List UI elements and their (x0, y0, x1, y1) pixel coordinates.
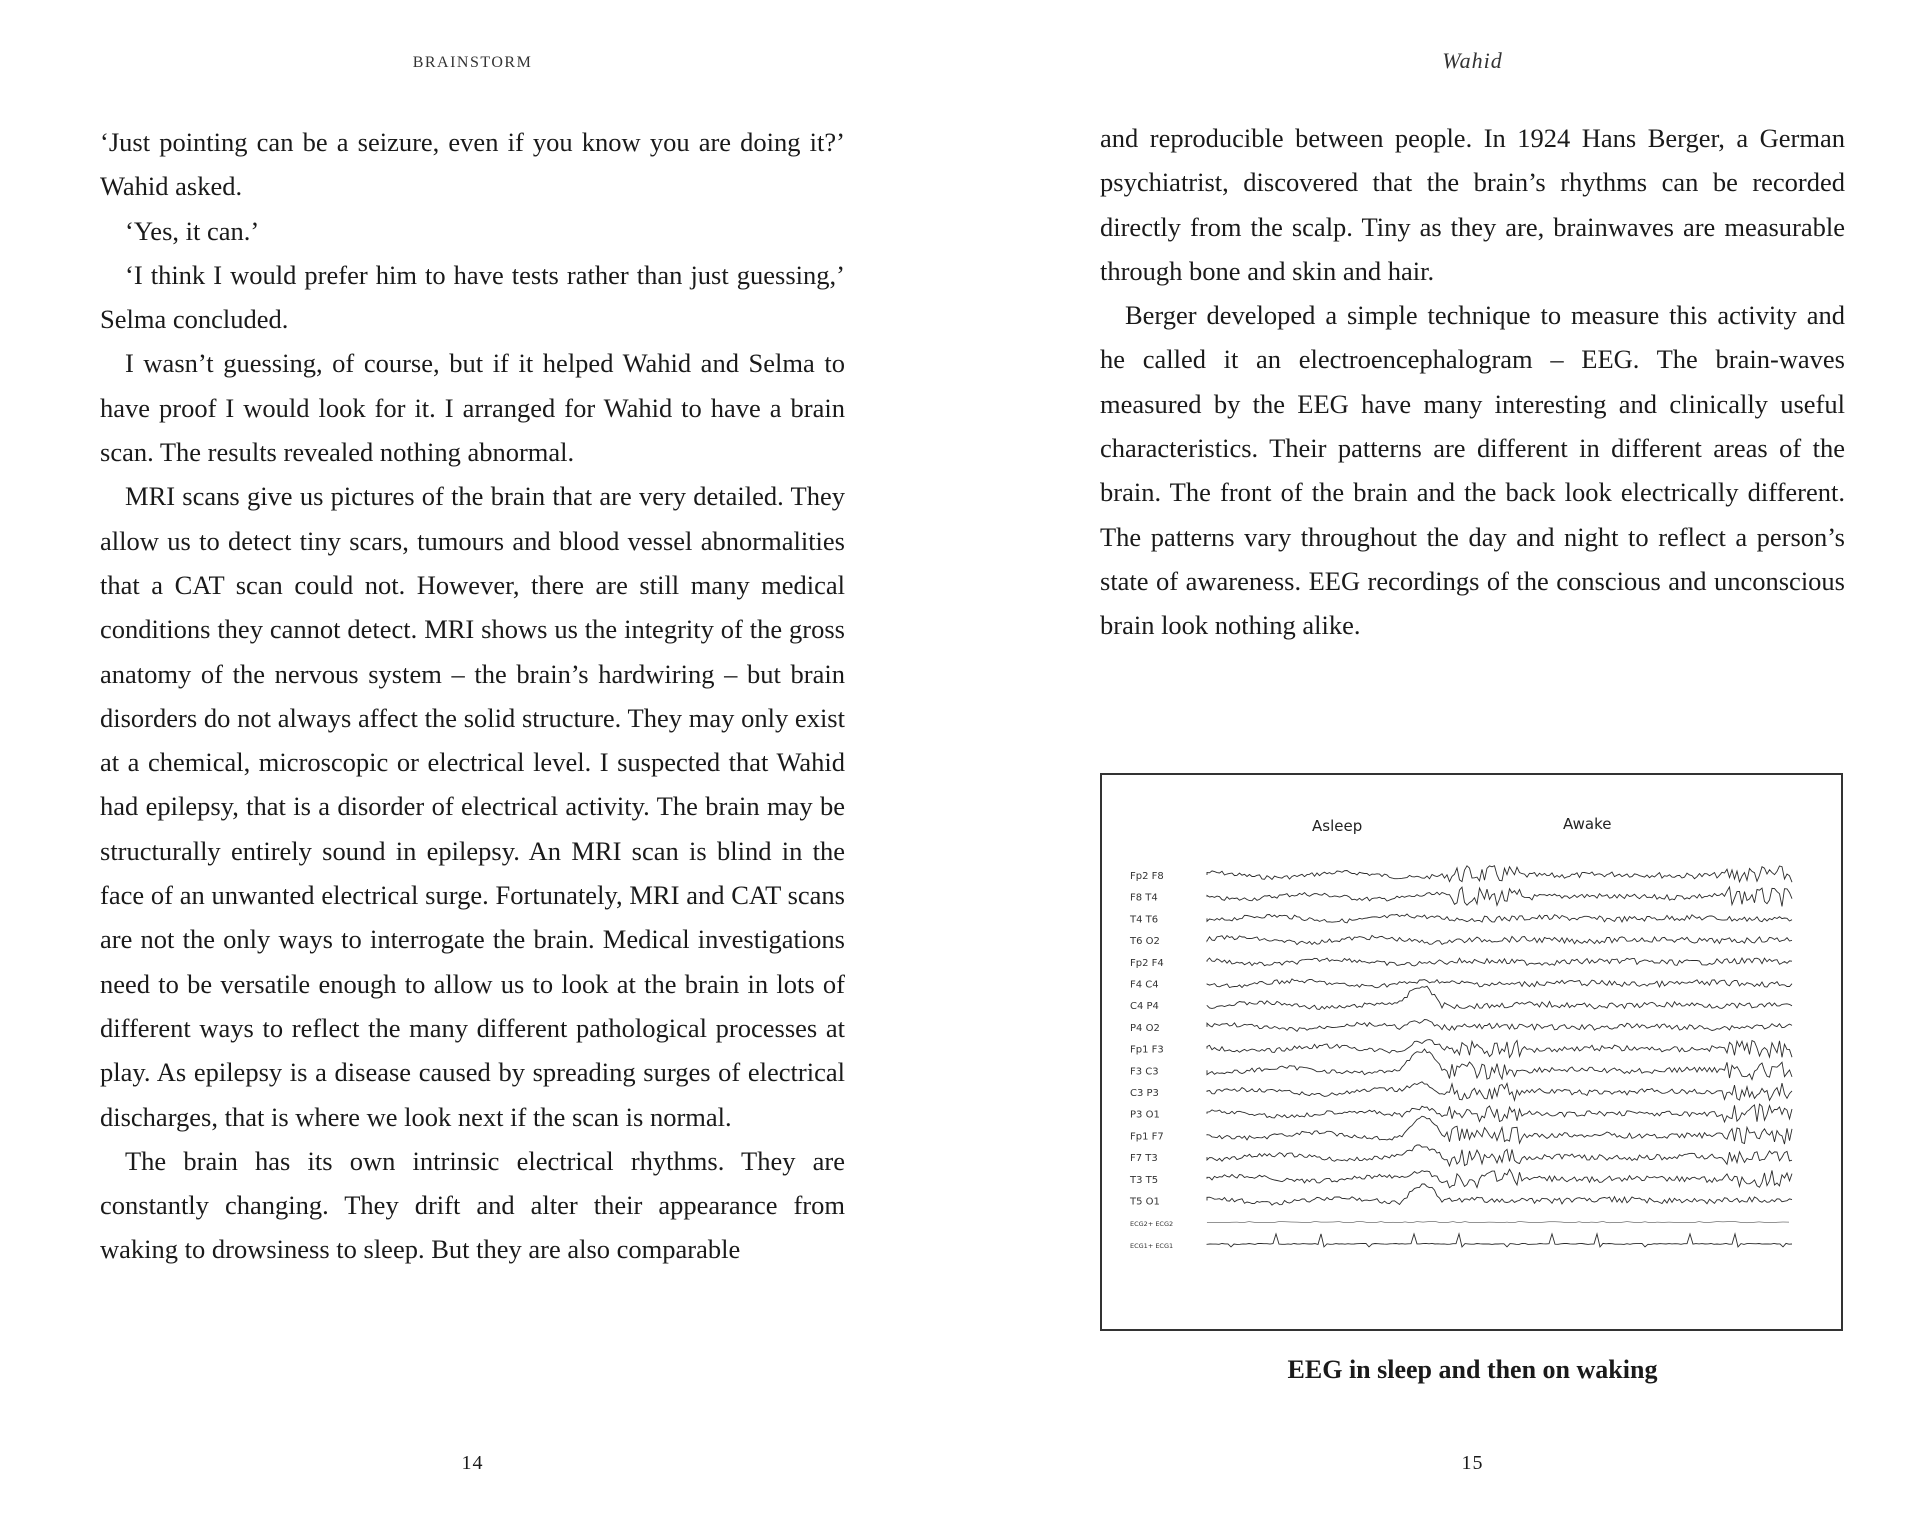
eeg-trace (1207, 1184, 1792, 1205)
eeg-trace (1207, 1020, 1792, 1032)
paragraph: ‘Yes, it can.’ (125, 215, 260, 246)
figure-caption: EEG in sleep and then on waking (1287, 1355, 1658, 1384)
eeg-figure (1100, 773, 1843, 1331)
channel-label: C4 P4 (1130, 1001, 1159, 1013)
asleep-label: Asleep (1312, 817, 1363, 835)
eeg-trace (1207, 935, 1792, 944)
channel-label: T3 T5 (1130, 1174, 1159, 1186)
channel-label: Fp2 F8 (1130, 871, 1164, 882)
channel-label: Fp1 F3 (1130, 1044, 1164, 1056)
channel-label: ECG1+ ECG1 (1130, 1241, 1174, 1250)
running-head-right: Wahid (1442, 48, 1503, 73)
paragraph: The brain has its own intrinsic electrical rhythms. They are constantly changing. They drift and alter their appearance from waking to drowsiness to sleep. But they are also comparable (100, 1145, 845, 1265)
right-body-text (1100, 116, 1845, 648)
paragraph: MRI scans give us pictures of the brain that are very detailed. They allow us to detect tiny scars, tumours and blood vessel abnormalities that a CAT scan could not. However, there are still many medical conditions they cannot detect. MRI shows us the integrity of the gross anatomy of the nervous system – the brain’s hardwiring – but brain disorders do not always affect the solid structure. They may only exist at a chemical, microscopic or electrical level. I suspected that Wahid had epilepsy, that is a disorder of electrical activity. The brain may be structurally entirely sound in epilepsy. An MRI scan is blind in the face of an unwanted electrical surge. Fortunately, MRI and CAT scans are not the only ways to interrogate the brain. Medical investigations need to be versatile enough to allow us to look at the brain in lots of different ways to reflect the many different pathological processes at play. As epilepsy is a disease caused by spreading surges of electrical discharges, that is where we look next if the scan is normal. (100, 481, 845, 1132)
eeg-trace (1207, 986, 1792, 1009)
paragraph: and reproducible between people. In 1924 Hans Berger, a German psychiatrist, discovered that the brain’s rhythms can be recorded directly from the scalp. Tiny as they are, brainwaves are measurable through bone and skin and hair. (1100, 123, 1845, 286)
eeg-trace-plot (1102, 775, 1845, 1333)
paragraph: ‘I think I would prefer him to have tests rather than just guessing,’ Selma concluded. (100, 259, 845, 335)
eeg-trace (1207, 887, 1792, 906)
eeg-trace (1207, 1145, 1792, 1166)
channel-label: F3 C3 (1130, 1066, 1159, 1078)
left-body-text (100, 120, 845, 1272)
channel-label: F7 T3 (1130, 1153, 1158, 1165)
eeg-trace (1207, 1082, 1792, 1101)
eeg-trace (1207, 1104, 1792, 1122)
eeg-trace (1207, 866, 1792, 883)
channel-label: ECG2+ ECG2 (1130, 1220, 1174, 1229)
eeg-trace (1207, 958, 1792, 966)
page-number-left: 14 (461, 1452, 484, 1474)
eeg-trace (1207, 1169, 1792, 1188)
left-page (0, 0, 955, 1514)
right-page (955, 0, 1911, 1514)
channel-traces (1207, 866, 1792, 1247)
eeg-trace (1207, 1234, 1792, 1247)
paragraph: Berger developed a simple technique to measure this activity and he called it an electroencephalogram – EEG. The brain-waves measured by the EEG have many interesting and clinically useful characteristics. Their patterns are different in different areas of the brain. The front of the brain and the back look electrically different. The patterns vary throughout the day and night to reflect a person’s state of awareness. EEG recordings of the conscious and unconscious brain look nothing alike. (1100, 300, 1845, 641)
eeg-trace (1207, 1222, 1789, 1223)
channel-label: P4 O2 (1130, 1022, 1160, 1034)
channel-label: C3 P3 (1130, 1088, 1159, 1099)
channel-label: T6 O2 (1130, 936, 1160, 948)
channel-label: Fp2 F4 (1130, 957, 1164, 969)
channel-label: F4 C4 (1130, 979, 1159, 991)
running-head-left: BRAINSTORM (412, 54, 533, 71)
channel-label: Fp1 F7 (1130, 1131, 1164, 1143)
page-number-right: 15 (1461, 1452, 1484, 1474)
channel-label: T4 T6 (1130, 914, 1159, 926)
paragraph: ‘Just pointing can be a seizure, even if you know you are doing it?’ Wahid asked. (100, 127, 845, 202)
eeg-trace (1207, 979, 1792, 988)
eeg-trace (1207, 1040, 1792, 1058)
channel-label: F8 T4 (1130, 892, 1158, 904)
channel-labels (1129, 871, 1173, 1250)
channel-label: P3 O1 (1130, 1109, 1160, 1121)
channel-label: T5 O1 (1130, 1196, 1160, 1208)
eeg-trace (1207, 914, 1792, 923)
awake-label: Awake (1563, 815, 1612, 833)
paragraph: I wasn’t guessing, of course, but if it helped Wahid and Selma to have proof I would look for it. I arranged for Wahid to have a brain scan. The results revealed nothing abnormal. (100, 348, 845, 468)
